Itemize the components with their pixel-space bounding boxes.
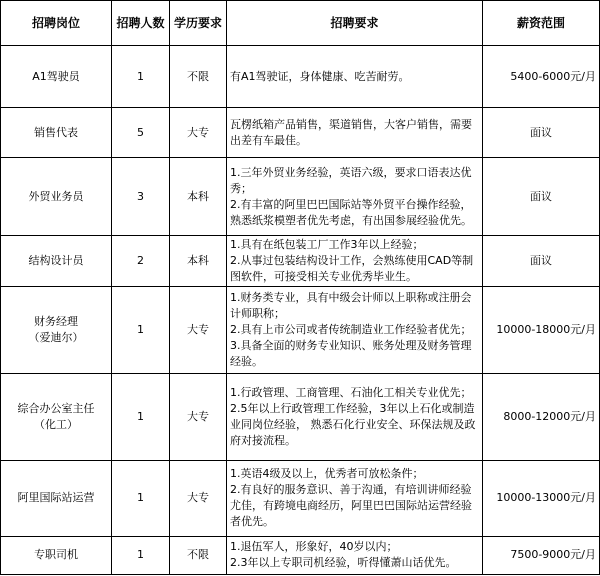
- cell-salary: 面议: [483, 236, 600, 286]
- cell-count: 3: [112, 157, 170, 236]
- position-line: （化工）: [34, 418, 78, 432]
- header-salary: 薪资范围: [483, 1, 600, 46]
- cell-count: 5: [112, 108, 170, 157]
- cell-salary: 10000-18000元/月: [483, 286, 600, 374]
- cell-education: 不限: [170, 536, 227, 574]
- requirement-line: 2.具有上市公司或者传统制造业工作经验者优先；: [230, 323, 472, 337]
- requirement-line: 有A1驾驶证，身体健康、吃苦耐劳。: [230, 69, 410, 83]
- position-line: 外贸业务员: [28, 189, 84, 203]
- cell-count: 1: [112, 374, 170, 461]
- requirement-line: 3.具备全面的财务专业知识、账务处理及财务管理经验。: [230, 339, 472, 369]
- cell-salary: 面议: [483, 108, 600, 157]
- cell-requirements: [227, 536, 483, 574]
- cell-requirements: [227, 46, 483, 108]
- cell-education: 本科: [170, 157, 227, 236]
- cell-requirements: [227, 157, 483, 236]
- cell-position: [1, 236, 112, 286]
- cell-salary: 7500-9000元/月: [483, 536, 600, 574]
- position-line: A1驾驶员: [32, 69, 80, 83]
- cell-position: [1, 46, 112, 108]
- cell-count: 1: [112, 286, 170, 374]
- position-line: 专职司机: [34, 548, 78, 562]
- cell-education: 本科: [170, 236, 227, 286]
- cell-education: 不限: [170, 46, 227, 108]
- cell-count: 1: [112, 461, 170, 537]
- cell-salary: 5400-6000元/月: [483, 46, 600, 108]
- cell-salary: 10000-13000元/月: [483, 461, 600, 537]
- requirement-line: 2.5年以上行政管理工作经验，3年以上石化或制造业同岗位经验， 熟悉石化行业安全、环保法规及政府对接流程。: [230, 402, 476, 448]
- requirement-line: 瓦楞纸箱产品销售，渠道销售，大客户销售，需要出差有车最佳。: [230, 117, 472, 147]
- cell-education: 大专: [170, 374, 227, 461]
- cell-count: 2: [112, 236, 170, 286]
- cell-position: [1, 157, 112, 236]
- requirement-line: 1.具有在纸包装工厂工作3年以上经验；: [230, 238, 424, 252]
- requirement-line: 2.有良好的服务意识、善于沟通，有培训讲师经验尤佳，有跨境电商经历，阿里巴巴国际站运营经验者优先。: [230, 483, 472, 529]
- cell-requirements: [227, 461, 483, 537]
- requirement-line: 1.退伍军人，形象好，40岁以内；: [230, 540, 398, 554]
- position-line: （爱迪尔）: [28, 331, 84, 345]
- table-row: [1, 108, 600, 157]
- cell-salary: 8000-12000元/月: [483, 374, 600, 461]
- cell-requirements: [227, 236, 483, 286]
- cell-position: [1, 286, 112, 374]
- header-row: [1, 1, 600, 46]
- table-row: [1, 461, 600, 537]
- cell-position: [1, 374, 112, 461]
- cell-count: 1: [112, 536, 170, 574]
- cell-education: 大专: [170, 461, 227, 537]
- cell-position: [1, 536, 112, 574]
- cell-position: [1, 108, 112, 157]
- requirement-line: 1.行政管理、工商管理、石油化工相关专业优先；: [230, 386, 472, 400]
- table-row: [1, 286, 600, 374]
- position-line: 销售代表: [34, 125, 78, 139]
- cell-education: 大专: [170, 108, 227, 157]
- position-line: 综合办公室主任: [17, 402, 95, 416]
- requirement-line: 1.三年外贸业务经验，英语六级，要求口语表达优秀；: [230, 165, 472, 195]
- cell-requirements: [227, 108, 483, 157]
- requirement-line: 1.英语4级及以上，优秀者可放松条件；: [230, 467, 424, 481]
- cell-education: 大专: [170, 286, 227, 374]
- requirement-line: 2.从事过包装结构设计工作，会熟练使用CAD等制图软件，可接受相关专业优秀毕业生。: [230, 254, 474, 284]
- cell-position: [1, 461, 112, 537]
- position-line: 结构设计员: [28, 254, 84, 268]
- header-count: 招聘人数: [112, 1, 170, 46]
- cell-requirements: [227, 374, 483, 461]
- requirement-line: 2.3年以上专职司机经验，听得懂萧山话优先。: [230, 556, 457, 570]
- table-row: [1, 46, 600, 108]
- table-row: [1, 236, 600, 286]
- table-row: [1, 157, 600, 236]
- header-education: 学历要求: [170, 1, 227, 46]
- requirement-line: 1.财务类专业，具有中级会计师以上职称或注册会计师职称；: [230, 291, 472, 321]
- table-row: [1, 374, 600, 461]
- cell-salary: 面议: [483, 157, 600, 236]
- header-position: 招聘岗位: [1, 1, 112, 46]
- cell-count: 1: [112, 46, 170, 108]
- requirement-line: 2.有丰富的阿里巴巴国际站等外贸平台操作经验，熟悉纸浆模塑者优先考虑，有出国参展经验优先。: [230, 197, 472, 227]
- position-line: 阿里国际站运营: [17, 491, 95, 505]
- table-row: [1, 536, 600, 574]
- cell-requirements: [227, 286, 483, 374]
- header-requirements: 招聘要求: [227, 1, 483, 46]
- position-line: 财务经理: [34, 315, 78, 329]
